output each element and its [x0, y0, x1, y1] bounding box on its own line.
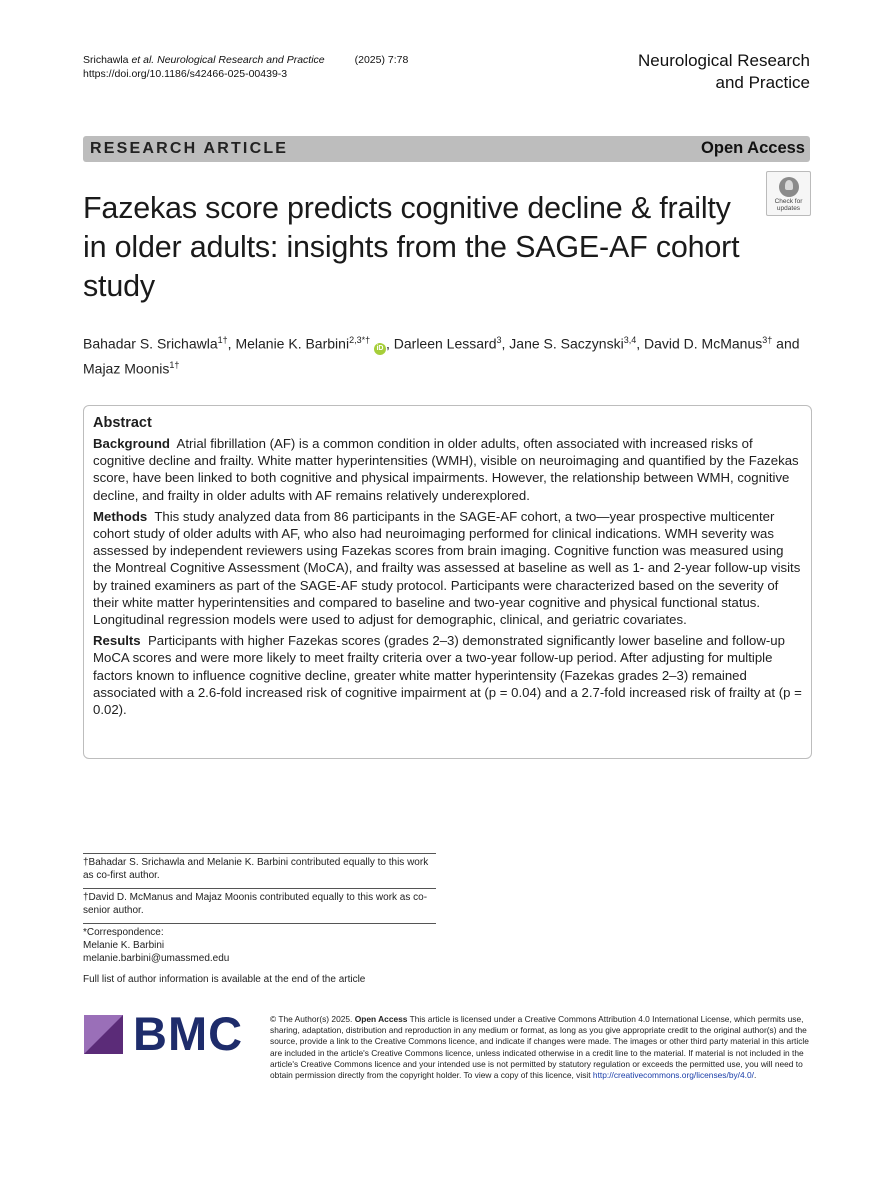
- abstract-heading: Abstract: [93, 415, 152, 431]
- license-text: [270, 1014, 811, 1081]
- full-author-list-note: Full list of author information is available at the end of the article: [83, 974, 366, 985]
- author-affiliation: 3†: [762, 335, 773, 345]
- journal-name: [638, 50, 810, 94]
- bmc-logo-text: BMC: [133, 1007, 244, 1060]
- author-affiliation: 3,4: [623, 335, 637, 345]
- author-name[interactable]: Darleen Lessard: [393, 335, 497, 352]
- citation-etal: et al. Neurological Research and Practice: [131, 54, 325, 66]
- license-open-access: Open Access: [354, 1014, 408, 1024]
- check-updates-icon: [779, 177, 799, 197]
- bmc-logo-icon-triangle: [84, 1015, 123, 1054]
- author-name[interactable]: Melanie K. Barbini: [235, 335, 350, 352]
- license-suffix: .: [753, 1070, 757, 1081]
- abstract-methods: [93, 508, 803, 628]
- author-name[interactable]: David D. McManus: [643, 335, 763, 352]
- correspondence-label: *Correspondence:: [83, 927, 164, 938]
- author-affiliation: 3: [496, 335, 502, 345]
- license-prefix: © The Author(s) 2025.: [270, 1014, 355, 1024]
- license-link[interactable]: http://creativecommons.org/licenses/by/4.0/: [592, 1070, 754, 1081]
- correspondence: [83, 923, 436, 971]
- citation-authors: Srichawla: [83, 54, 132, 66]
- journal-name-line2: and Practice: [715, 73, 810, 92]
- author-name[interactable]: Majaz Moonis: [83, 360, 170, 377]
- author-separator: ,: [636, 335, 644, 352]
- citation-header: [83, 53, 408, 81]
- check-updates-text1: Check for: [774, 198, 803, 205]
- footnote-co-senior: †David D. McManus and Majaz Moonis contributed equally to this work as co-senior author.: [83, 888, 436, 923]
- section-label: Results: [93, 633, 141, 649]
- article-title: Fazekas score predicts cognitive decline & frailty in older adults: insights from the SAGE-AF cohort study: [83, 191, 740, 303]
- section-text: Atrial fibrillation (AF) is a common condition in older adults, often associated with increased risks of cognitive decline and frailty. White matter hyperintensities (WMH), visible on neuroimaging and quantified by the Fazekas score, have been linked to both cognitive and physical impairments. However, the relationship between WMH, cognitive decline, and frailty in older adults with AF remains relatively underexplored.: [93, 436, 799, 503]
- check-updates-text2: updates: [776, 205, 801, 212]
- license-body: This article is licensed under a Creative Commons Attribution 4.0 International License, which permits use, sharing, adaptation, distribution and reproduction in any medium or format, as long as you give appropriate credit to the original author(s) and the source, provide a link to the Creative Commons licence, and indicate if changes were made. The images or other third party material in this article are included in the article's Creative Commons licence, unless indicated otherwise in a credit line to the material. If material is not included in the article's Creative Commons licence and your intended use is not permitted by statutory regulation or exceeds the permitted use, you will need to obtain permission directly from the copyright holder. To view a copy of this licence, visit: [270, 1014, 809, 1081]
- author-name[interactable]: Bahadar S. Srichawla: [83, 335, 218, 352]
- correspondence-email[interactable]: melanie.barbini@umassmed.edu: [83, 953, 230, 964]
- section-label: Methods: [93, 508, 148, 524]
- check-for-updates-button[interactable]: [766, 171, 811, 216]
- doi-link[interactable]: https://doi.org/10.1186/s42466-025-00439-3: [83, 68, 288, 80]
- bmc-logo: [84, 1007, 249, 1060]
- author-separator: ,: [501, 335, 510, 352]
- author-separator: ,: [385, 335, 394, 352]
- author-affiliation: 1†: [169, 359, 180, 370]
- footnotes: [83, 853, 436, 971]
- section-text: This study analyzed data from 86 participants in the SAGE-AF cohort, a two—year prospective multicenter cohort study of older adults with AF, who also had neuroimaging performed for clinical indications. WMH severity was assessed by independent reviewers using Fazekas scores from brain imaging. Cognitive function was measured using the Montreal Cognitive Assessment (MoCA), and frailty was assessed at baseline as well as 1- and 2-year follow-up visits by trained examiners as part of the SAGE-AF study protocol. Participants were characterized based on the severity of their white matter hyperintensities and compared to baseline and two-year cognitive and physical functional status. Longitudinal regression models were used to adjust for demographic, clinical, and geriatric covariates.: [93, 508, 801, 628]
- author-list: [83, 330, 803, 379]
- journal-name-line1: Neurological Research: [638, 51, 810, 70]
- author-separator: ,: [227, 335, 236, 352]
- abstract-results: [93, 632, 803, 718]
- article-type-banner: [83, 136, 810, 162]
- author-affiliation: 2,3*†: [349, 335, 371, 345]
- abstract-background: [93, 435, 803, 504]
- section-label: Background: [93, 436, 170, 451]
- correspondence-name: Melanie K. Barbini: [83, 940, 165, 951]
- citation-year: (2025) 7:78: [354, 54, 409, 66]
- open-access-label: Open Access: [701, 139, 805, 157]
- article-type-label: RESEARCH ARTICLE: [90, 140, 289, 157]
- author-name[interactable]: Jane S. Saczynski: [509, 335, 624, 352]
- orcid-icon[interactable]: iD: [374, 343, 386, 355]
- footnote-co-first: †Bahadar S. Srichawla and Melanie K. Barbini contributed equally to this work as co-first author.: [83, 853, 436, 888]
- author-affiliation: 1†: [217, 335, 228, 345]
- author-separator: and: [772, 335, 800, 352]
- section-text: Participants with higher Fazekas scores (grades 2–3) demonstrated significantly lower baseline and follow-up MoCA scores and were more likely to meet frailty criteria over a two-year follow-up period. After adjusting for multiple factors known to influence cognitive decline, greater white matter hyperintensity (Fazekas grades 2–3) remained associated with a 2.6-fold increased risk of cognitive impairment at (p = 0.04) and a 2.7-fold increased risk of frailty at (p = 0.02).: [93, 633, 802, 718]
- abstract-box: [83, 405, 812, 759]
